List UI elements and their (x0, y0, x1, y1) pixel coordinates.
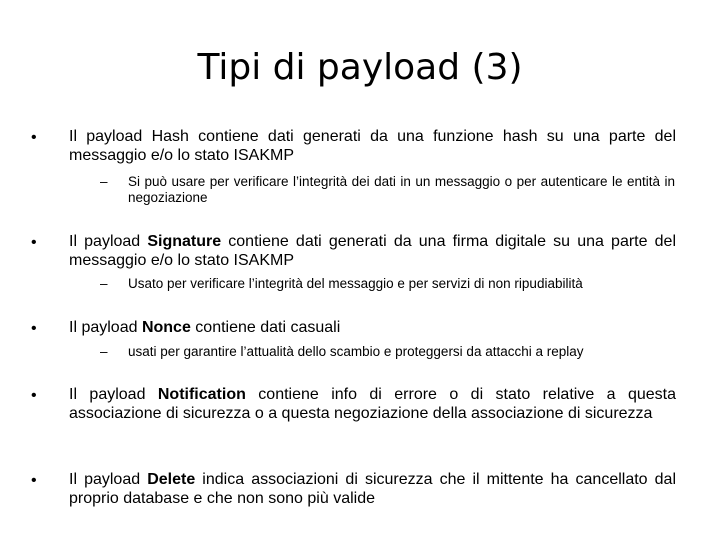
sub-item-nonce (100, 344, 675, 360)
bullet-text-post: contiene dati casuali (190, 319, 341, 336)
bullet-text-pre: Il payload Hash contiene dati generati da una funzione hash su una parte del messaggio e/o lo stato ISAKMP (69, 128, 676, 164)
bullet-text-pre: Il payload (69, 233, 148, 250)
dash-marker: – (100, 344, 108, 359)
sub-text: Usato per verificare l’integrità del messaggio e per servizi di non ripudiabilità (128, 276, 583, 291)
bullet-marker: • (31, 472, 37, 489)
bullet-item-nonce (31, 319, 676, 338)
bullet-text-bold: Delete (147, 471, 196, 488)
bullet-text-post: contiene dati generati da una firma digitale su una parte del messaggio e/o lo stato ISAKMP (69, 233, 677, 269)
sub-text: usati per garantire l’attualità dello scambio e proteggersi da attacchi a replay (128, 344, 584, 359)
sub-text: Si può usare per verificare l’integrità dei dati in un messaggio o per autenticare le entità in negoziazione (128, 174, 675, 205)
bullet-marker: • (31, 387, 37, 404)
bullet-marker: • (31, 234, 37, 251)
bullet-text-pre: Il payload (69, 386, 158, 403)
bullet-item-hash (31, 128, 676, 165)
bullet-item-notification (31, 386, 676, 423)
bullet-text (69, 386, 676, 423)
bullet-text (69, 319, 676, 338)
bullet-text (69, 471, 676, 508)
bullet-text-bold: Signature (147, 233, 222, 250)
bullet-item-delete (31, 471, 676, 508)
bullet-text-bold: Nonce (141, 319, 191, 336)
bullet-text-post: contiene info di errore o di stato relative a questa associazione di sicurezza o a questa negoziazione della associazione di sicurezza (69, 386, 676, 422)
dash-marker: – (100, 174, 108, 189)
bullet-text-pre: Il payload (69, 319, 142, 336)
bullet-text (69, 128, 676, 165)
bullet-item-signature (31, 233, 676, 270)
bullet-text-post: indica associazioni di sicurezza che il mittente ha cancellato dal proprio database e che non sono più valide (69, 471, 676, 507)
sub-item-hash (100, 174, 675, 206)
bullet-marker: • (31, 320, 37, 337)
bullet-text-bold: Notification (157, 386, 246, 403)
sub-item-signature (100, 276, 675, 292)
dash-marker: – (100, 276, 108, 291)
slide-title: Tipi di payload (3) (197, 47, 523, 88)
bullet-text (69, 233, 676, 270)
bullet-text-pre: Il payload (69, 471, 148, 488)
bullet-marker: • (31, 129, 37, 146)
